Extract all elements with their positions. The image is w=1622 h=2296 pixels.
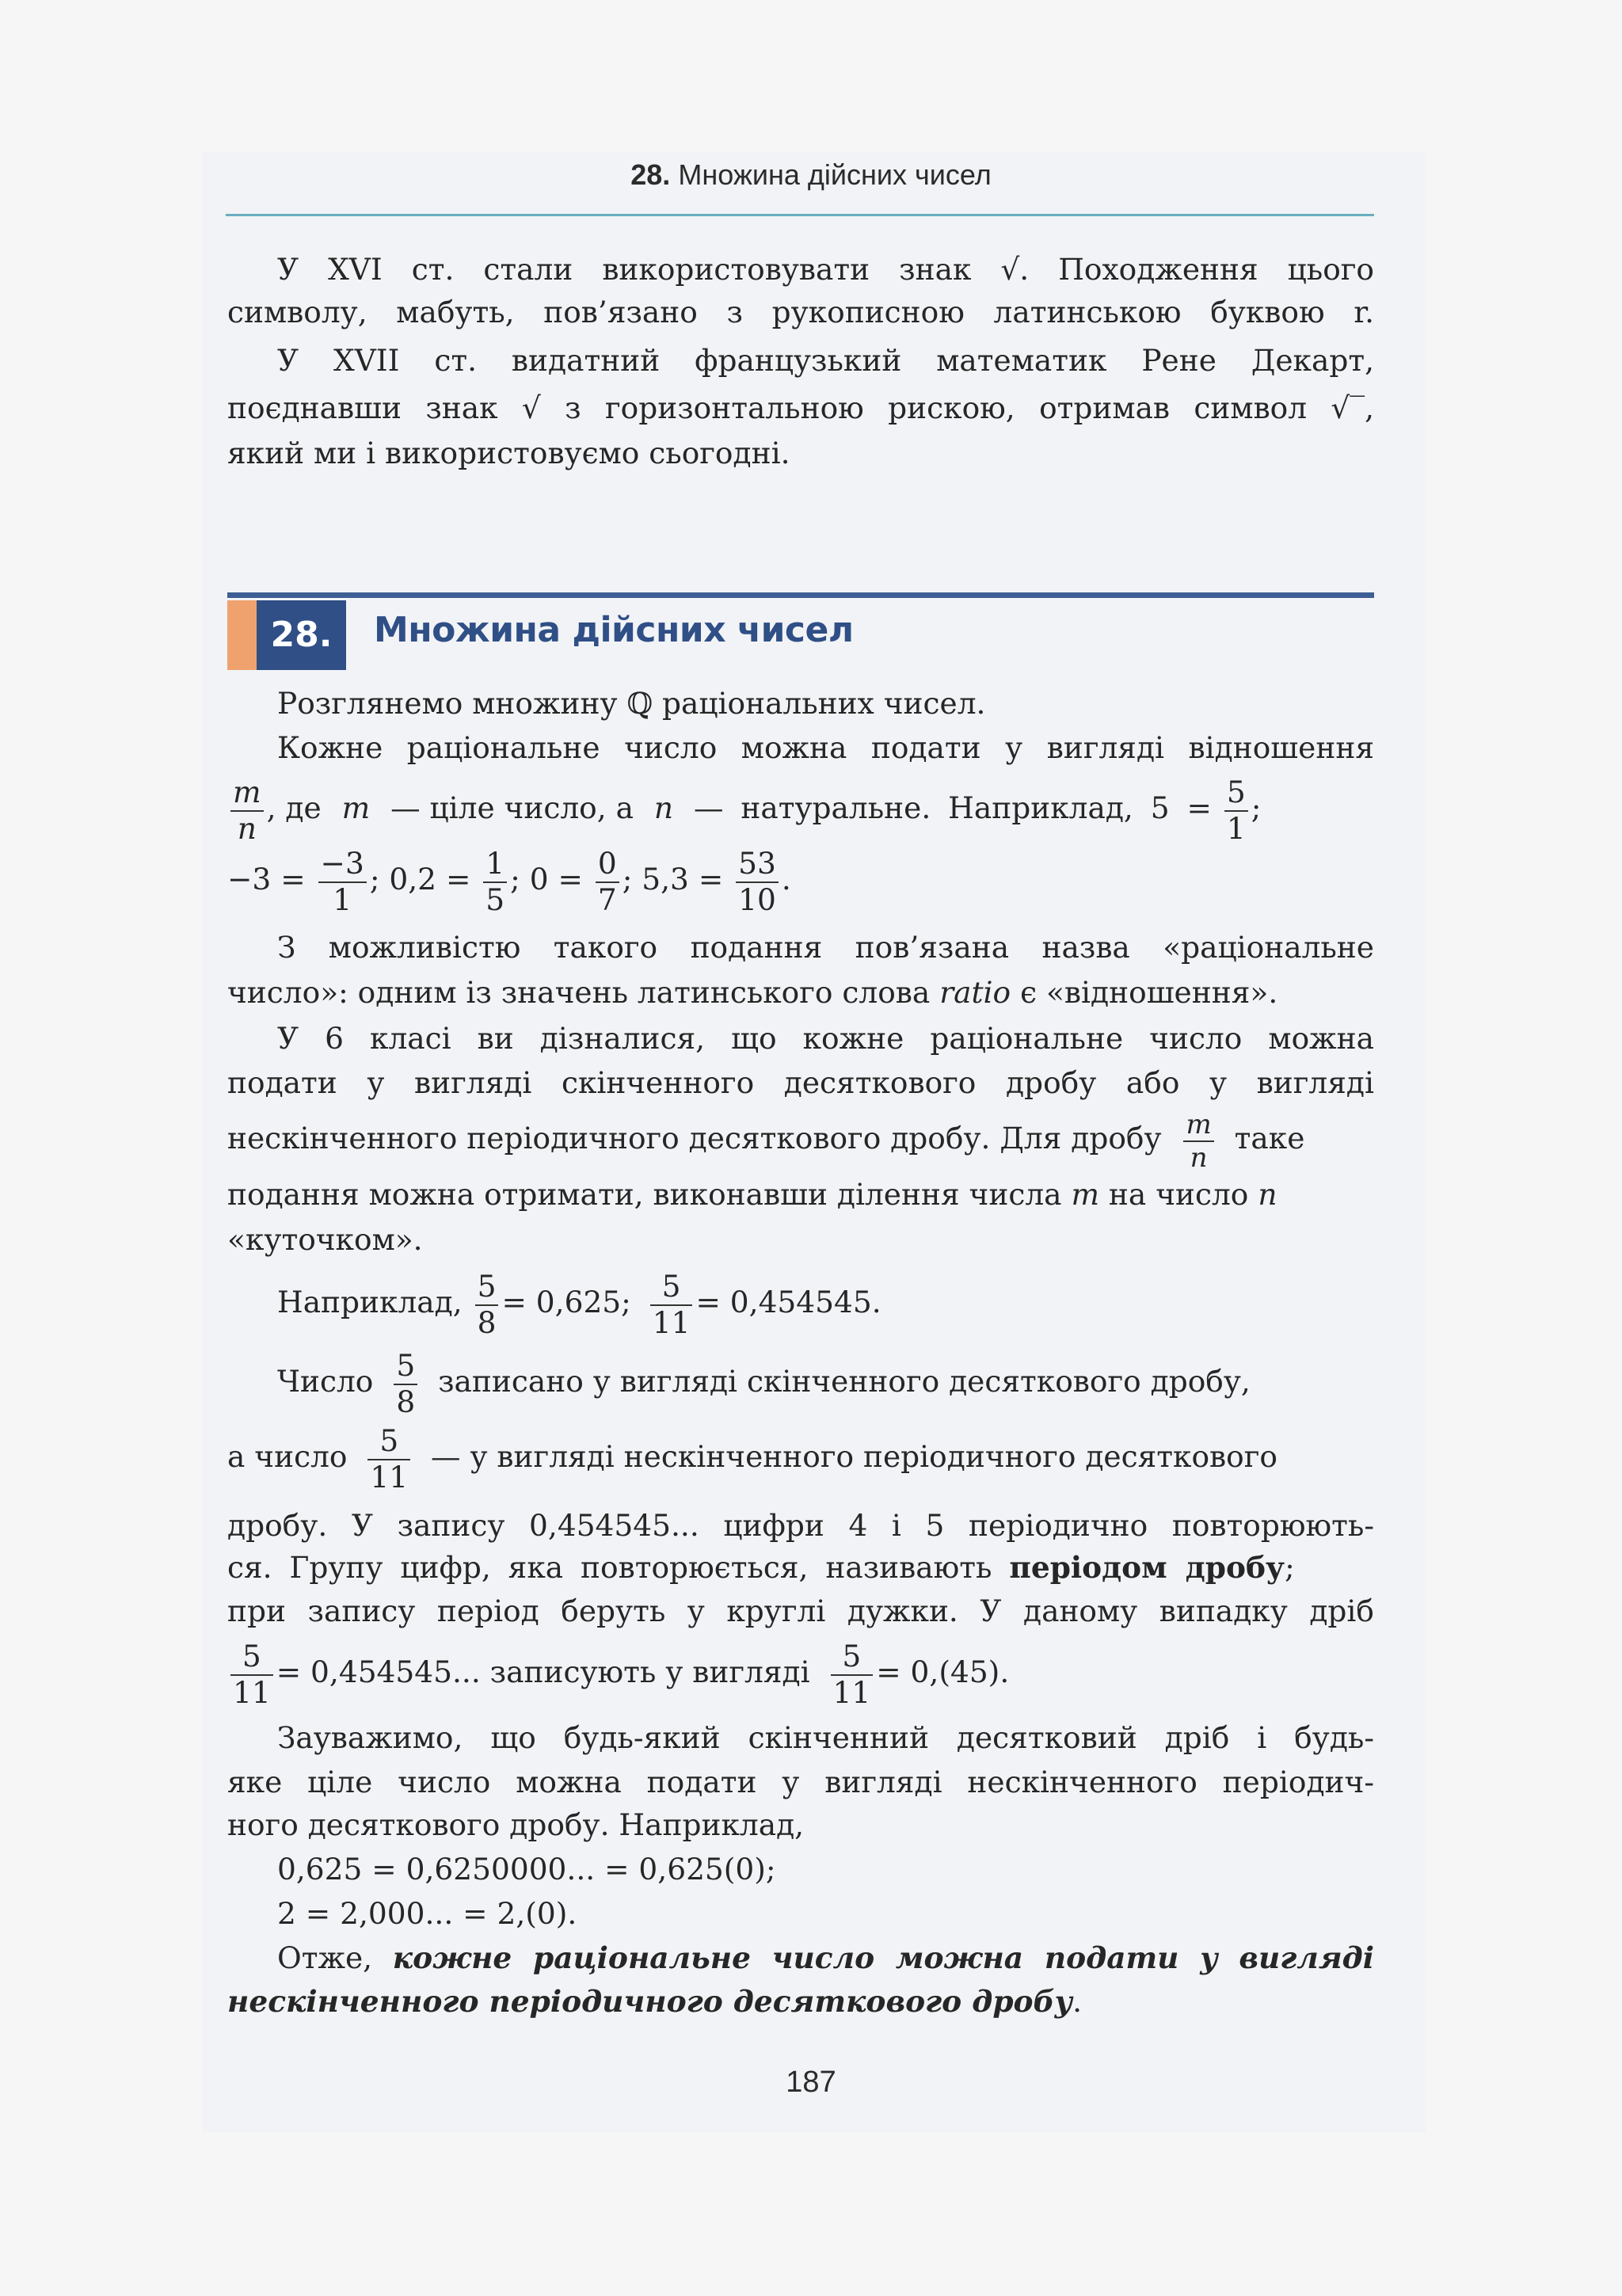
- section-rule: [227, 592, 1374, 598]
- fraction-5-over-8: $\frac{5}{8}$: [394, 1351, 417, 1417]
- fraction-5-over-11: $\frac{5}{11}$: [230, 1642, 273, 1708]
- text-line: дробу. У запису 0,454545... цифри 4 і 5 періодично повторюють-: [227, 1508, 1374, 1543]
- text-line: який ми і використовуємо сьогодні.: [227, 436, 790, 470]
- fraction-53-over-10: $\frac{53}{10}$: [736, 849, 779, 915]
- text-line: нескінченного періодичного десяткового дробу.: [227, 1984, 1082, 2019]
- text-line: Розглянемо множину ℚ раціональних чисел.: [277, 686, 986, 721]
- text-line: 0,625 = 0,6250000... = 0,625(0);: [277, 1852, 776, 1887]
- text-line: ного десяткового дробу. Наприклад,: [227, 1807, 805, 1842]
- text-line-with-fractions: нескінченного періодичного десяткового дробу. Для дробу $\frac{m}{n}$ таке: [227, 1108, 1305, 1174]
- section-title: Множина дійсних чисел: [374, 610, 854, 650]
- text-line: Зауважимо, що будь-який скінченний десятковий дріб і будь-: [277, 1720, 1374, 1755]
- text-line: символу, мабуть, пов’язано з рукописною латинською буквою r.: [227, 295, 1374, 329]
- running-head-rule: [226, 214, 1374, 216]
- fraction-0-over-7: $\frac{0}{7}$: [596, 849, 619, 915]
- text-line: У XVII ст. видатний французький математик Рене Декарт,: [277, 343, 1374, 378]
- text-line: Отже, кожне раціональне число можна подати у вигляді: [277, 1940, 1374, 1975]
- running-head-number: 28.: [630, 158, 671, 191]
- text-line: У XVI ст. стали використовувати знак √. Походження цього: [277, 252, 1374, 287]
- text-line: З можливістю такого подання пов’язана назва «раціональне: [277, 930, 1374, 965]
- text-line-with-fractions: Наприклад, $\frac{5}{8}$ = 0,625; $\frac{5}{11}$ = 0,454545.: [277, 1269, 881, 1340]
- text-line: подання можна отримати, виконавши ділення числа m на число n: [227, 1177, 1277, 1212]
- text-line-with-fractions: а число $\frac{5}{11}$ — у вигляді нескінченного періодичного десяткового: [227, 1423, 1277, 1494]
- fraction-5-over-8: $\frac{5}{8}$: [475, 1272, 499, 1338]
- running-head: [0, 158, 1622, 192]
- fraction-5-over-11: $\frac{5}{11}$: [831, 1642, 874, 1708]
- fraction-1-over-5: $\frac{1}{5}$: [483, 849, 507, 915]
- text-line-with-fractions: $\frac{5}{11}$ = 0,454545... записують у вигляді $\frac{5}{11}$ = 0,(45).: [227, 1638, 1374, 1706]
- text-line: «куточком».: [227, 1222, 423, 1257]
- text-line: поєднавши знак √ з горизонтальною рискою, отримав символ √‾,: [227, 390, 1374, 425]
- text-line: яке ціле число можна подати у вигляді нескінченного періодич-: [227, 1765, 1374, 1799]
- page-number: 187: [786, 2066, 836, 2099]
- fraction-5-over-11: $\frac{5}{11}$: [367, 1426, 410, 1492]
- text-line: У 6 класі ви дізналися, що кожне раціональне число можна: [277, 1021, 1374, 1056]
- text-line-with-fractions: Число $\frac{5}{8}$ записано у вигляді скінченного десяткового дробу,: [277, 1348, 1251, 1419]
- text-line: ся. Групу цифр, яка повторюється, називають періодом дробу;: [227, 1550, 1295, 1585]
- fraction-minus3-over-1: $\frac{-3}{1}$: [318, 849, 367, 915]
- text-line: 2 = 2,000... = 2,(0).: [277, 1896, 577, 1931]
- text-line: число»: одним із значень латинського слова ratio є «відношення».: [227, 975, 1278, 1010]
- text-line: подати у вигляді скінченного десяткового дробу або у вигляді: [227, 1065, 1374, 1100]
- section-number: 28.: [257, 600, 346, 670]
- fraction-5-over-1: $\frac{5}{1}$: [1224, 778, 1248, 843]
- running-head-title: Множина дійсних чисел: [678, 158, 992, 191]
- section-number-badge: [227, 600, 346, 670]
- fraction-m-over-n: $\frac{m}{n}$: [230, 778, 264, 843]
- text-line: при запису період беруть у круглі дужки. У даному випадку дріб: [227, 1593, 1374, 1628]
- fraction-m-over-n: $\frac{m}{n}$: [1183, 1111, 1213, 1171]
- fraction-5-over-11: $\frac{5}{11}$: [650, 1272, 693, 1338]
- text-line-with-fractions: $\frac{m}{n}$ , де m — ціле число, а n — натуральне. Наприклад, 5 = $\frac{5}{1}$ ;: [227, 776, 1374, 840]
- text-line-with-fractions: −3 = $\frac{-3}{1}$ ; 0,2 = $\frac{1}{5}$ ; 0 = $\frac{0}{7}$ ; 5,3 = $\frac{53}{10}$ .: [227, 846, 791, 917]
- text-line: Кожне раціональне число можна подати у вигляді відношення: [277, 730, 1374, 765]
